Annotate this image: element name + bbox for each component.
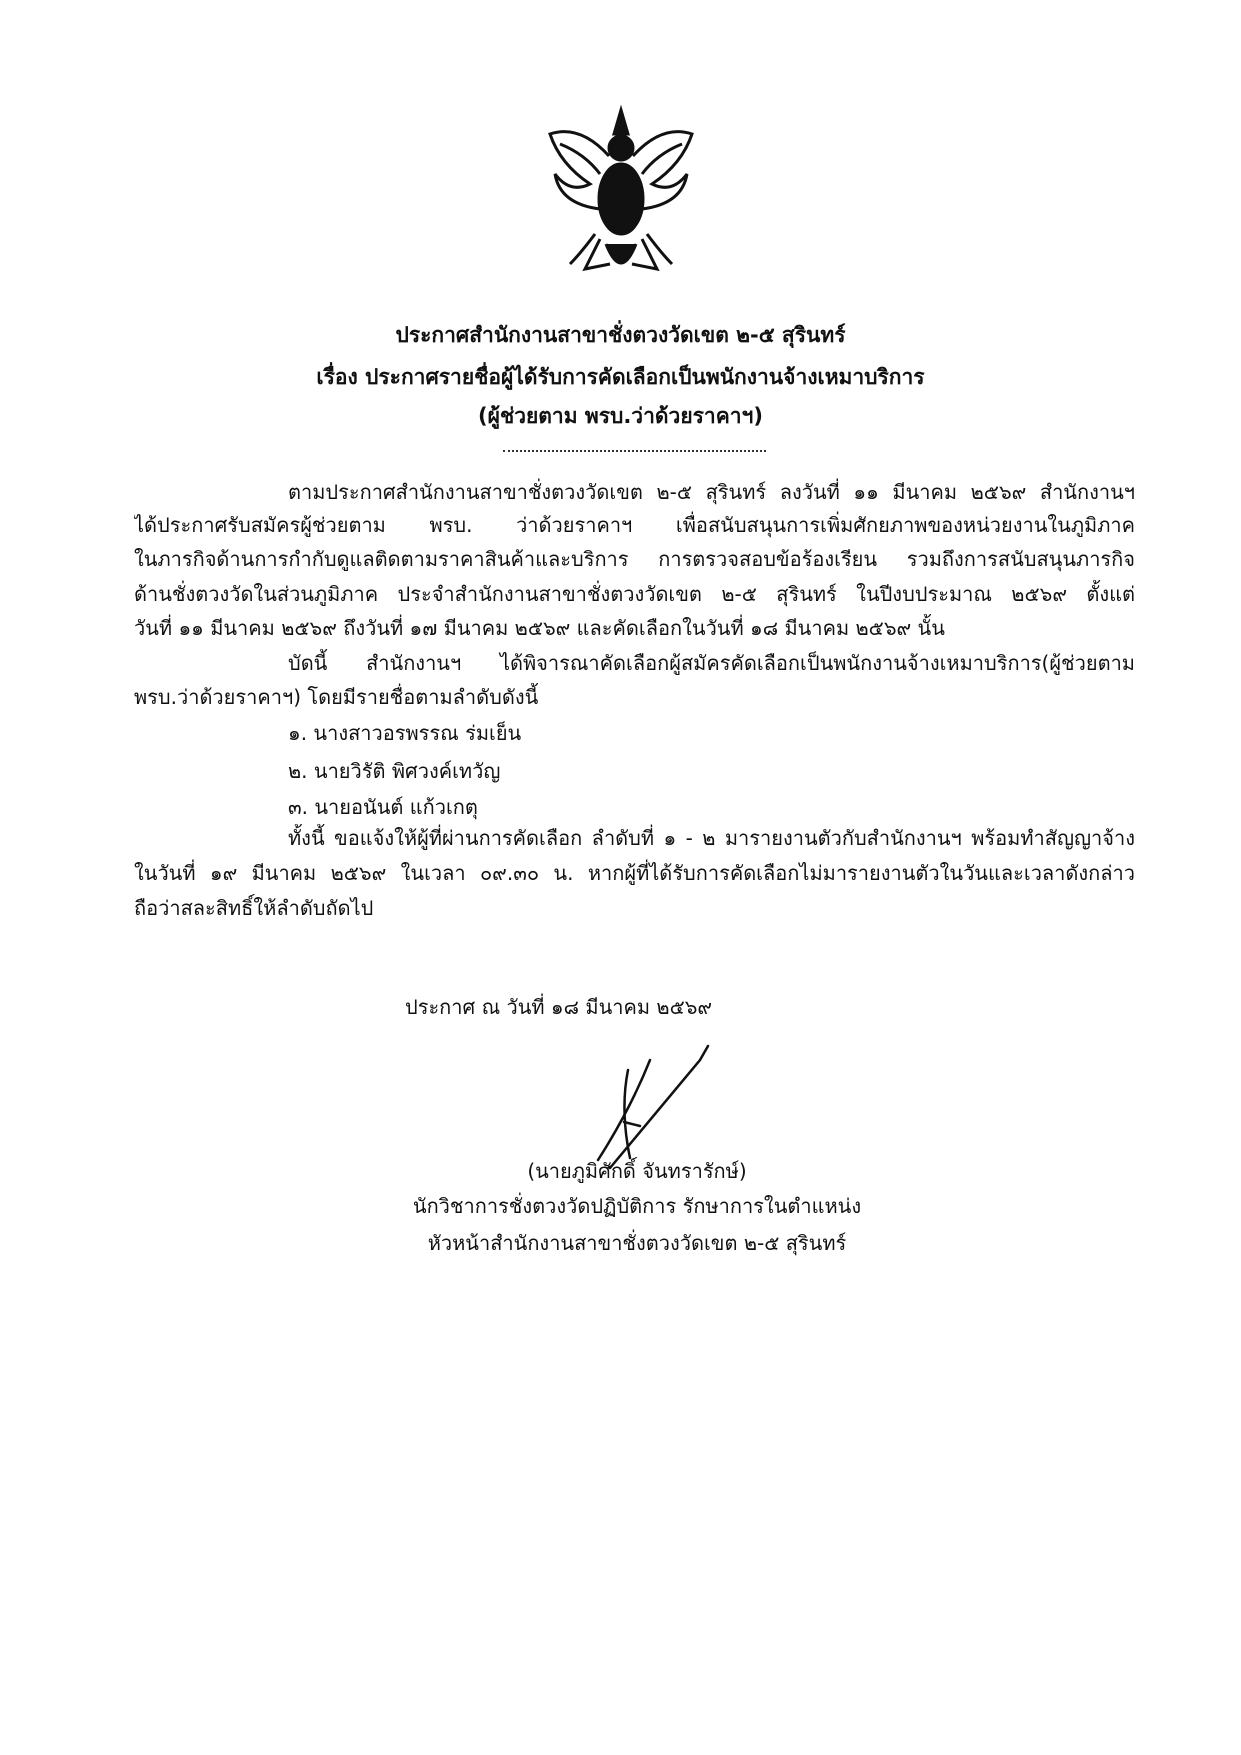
signatory-office: หัวหน้าสำนักงานสาขาชั่งตวงวัดเขต ๒-๕ สุรินทร์: [427, 1231, 847, 1255]
body-line: ในภารกิจด้านการกำกับดูแลติดตามราคาสินค้าและบริการ การตรวจสอบข้อร้องเรียน รวมถึงการสนับสนุนภารกิจ: [134, 547, 1135, 571]
body-line: บัดนี้ สำนักงานฯ ได้พิจารณาคัดเลือกผู้สมัครคัดเลือกเป็นพนักงานจ้างเหมาบริการ(ผู้ช่วยตาม: [288, 651, 1135, 675]
body-line: ได้ประกาศรับสมัครผู้ช่วยตาม พรบ. ว่าด้วยราคาฯ เพื่อสนับสนุนการเพิ่มศักยภาพของหน่วยงานในภูมิภาค: [134, 513, 1135, 537]
garuda-emblem-icon: [540, 104, 702, 282]
title-line-1: ประกาศสำนักงานสาขาชั่งตวงวัดเขต ๒-๕ สุรินทร์: [395, 323, 846, 347]
candidate-item: ๒. นายวิรัติ พิศวงค์เทวัญ: [288, 759, 501, 783]
candidate-item: ๑. นางสาวอรพรรณ ร่มเย็น: [288, 721, 522, 745]
candidate-item: ๓. นายอนันต์ แก้วเกตุ: [288, 795, 478, 819]
body-line: วันที่ ๑๑ มีนาคม ๒๕๖๙ ถึงวันที่ ๑๗ มีนาคม ๒๕๖๙ และคัดเลือกในวันที่ ๑๘ มีนาคม ๒๕๖๙ นั้น: [134, 616, 945, 640]
body-line: ในวันที่ ๑๙ มีนาคม ๒๕๖๙ ในเวลา ๐๙.๓๐ น. หากผู้ที่ได้รับการคัดเลือกไม่มารายงานตัวในวันและเวลาดังกล่าว: [134, 861, 1135, 885]
dotted-divider: [503, 450, 766, 452]
body-line: ตามประกาศสำนักงานสาขาชั่งตวงวัดเขต ๒-๕ สุรินทร์ ลงวันที่ ๑๑ มีนาคม ๒๕๖๙ สำนักงานฯ: [288, 480, 1135, 504]
title-line-3: (ผู้ช่วยตาม พรบ.ว่าด้วยราคาฯ): [478, 404, 763, 428]
body-line: ถือว่าสละสิทธิ์ให้ลำดับถัดไป: [134, 896, 374, 920]
title-line-2: เรื่อง ประกาศรายชื่อผู้ได้รับการคัดเลือกเป็นพนักงานจ้างเหมาบริการ: [316, 365, 925, 389]
signatory-name: (นายภูมิศักดิ์ จันทรารักษ์): [527, 1159, 747, 1183]
body-line: ทั้งนี้ ขอแจ้งให้ผู้ที่ผ่านการคัดเลือก ลำดับที่ ๑ - ๒ มารายงานตัวกับสำนักงานฯ พร้อมทำสัญญาจ้าง: [288, 826, 1135, 850]
announce-date: ประกาศ ณ วันที่ ๑๘ มีนาคม ๒๕๖๙: [405, 995, 713, 1019]
body-line: ด้านชั่งตวงวัดในส่วนภูมิภาค ประจำสำนักงานสาขาชั่งตวงวัดเขต ๒-๕ สุรินทร์ ในปีงบประมาณ ๒๕๖๙ ตั้งแต่: [134, 582, 1135, 606]
signatory-position: นักวิชาการชั่งตวงวัดปฏิบัติการ รักษาการในตำแหน่ง: [412, 1194, 862, 1218]
body-line: พรบ.ว่าด้วยราคาฯ) โดยมีรายชื่อตามลำดับดังนี้: [134, 685, 539, 709]
